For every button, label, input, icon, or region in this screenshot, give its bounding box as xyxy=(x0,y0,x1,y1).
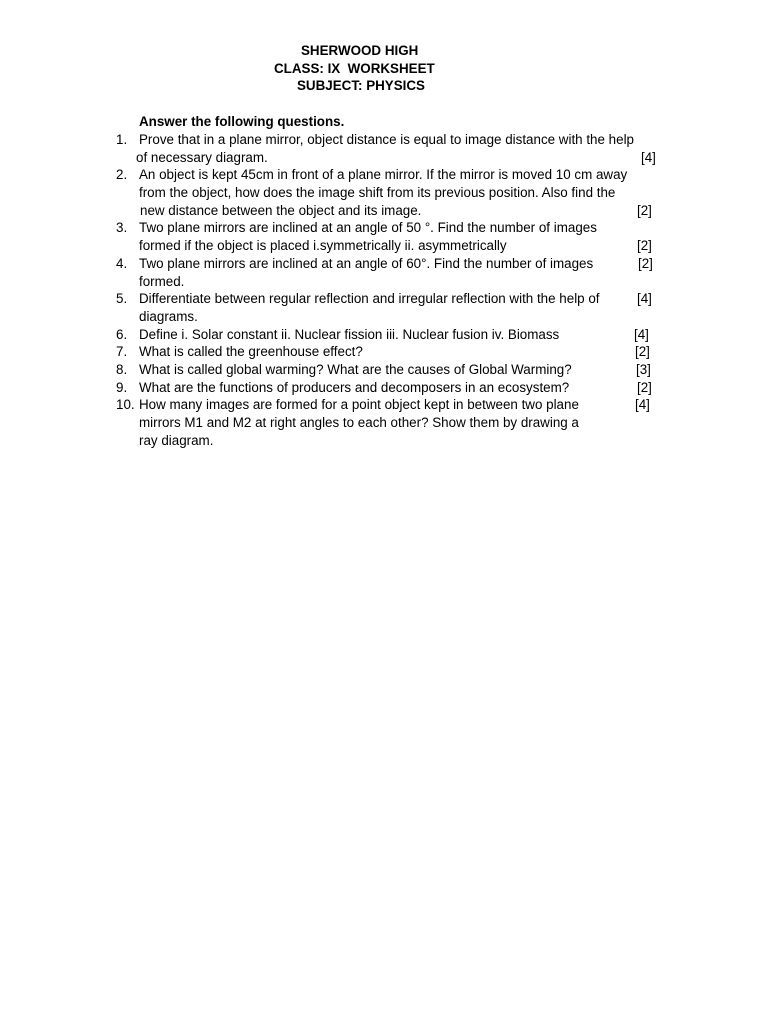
question-marks: [4] xyxy=(637,291,652,307)
question-marks: [4] xyxy=(641,149,656,165)
question-item xyxy=(0,166,768,219)
question-text-line: ray diagram. xyxy=(139,432,214,448)
question-list xyxy=(0,131,768,449)
question-marks: [4] xyxy=(634,326,649,342)
question-text-line: Prove that in a plane mirror, object distance is equal to image distance with the help xyxy=(139,132,634,147)
instruction-heading: Answer the following questions. xyxy=(139,114,345,129)
question-number: 10. xyxy=(116,397,135,413)
school-name: SHERWOOD HIGH xyxy=(301,43,419,58)
question-number: 1. xyxy=(116,132,128,147)
question-item xyxy=(0,290,768,325)
question-text-line: What are the functions of producers and decomposers in an ecosystem? xyxy=(139,379,570,395)
question-item xyxy=(0,343,768,361)
question-marks: [2] xyxy=(637,202,652,218)
question-marks: [3] xyxy=(636,361,651,377)
question-text-line: formed. xyxy=(139,273,185,289)
question-marks: [2] xyxy=(637,379,652,395)
question-text-line: diagrams. xyxy=(139,308,198,324)
question-text-line: What is called the greenhouse effect? xyxy=(139,344,363,360)
worksheet-header xyxy=(0,42,768,95)
question-text-line: How many images are formed for a point object kept in between two plane xyxy=(139,397,579,413)
question-item xyxy=(0,326,768,344)
question-text-line: from the object, how does the image shift from its previous position. Also find the xyxy=(139,185,616,201)
question-item xyxy=(0,219,768,254)
question-text-line: Define i. Solar constant ii. Nuclear fission iii. Nuclear fusion iv. Biomass xyxy=(139,326,560,342)
question-text-line: An object is kept 45cm in front of a plane mirror. If the mirror is moved 10 cm away xyxy=(139,167,628,183)
question-number: 8. xyxy=(116,361,128,377)
question-item xyxy=(0,379,768,397)
question-text-line: Differentiate between regular reflection and irregular reflection with the help of xyxy=(139,291,600,307)
question-text-line: of necessary diagram. xyxy=(136,149,268,165)
question-text-line: Two plane mirrors are inclined at an angle of 60°. Find the number of images xyxy=(139,255,594,271)
question-item xyxy=(0,131,768,166)
question-number: 7. xyxy=(116,344,128,360)
question-text-line: formed if the object is placed i.symmetrically ii. asymmetrically xyxy=(139,238,507,254)
class-line: CLASS: IX WORKSHEET xyxy=(274,60,435,76)
question-number: 5. xyxy=(116,291,128,307)
question-number: 3. xyxy=(116,220,128,236)
question-number: 2. xyxy=(116,167,128,183)
question-item xyxy=(0,361,768,379)
question-number: 4. xyxy=(116,255,128,271)
question-item xyxy=(0,255,768,290)
question-item xyxy=(0,396,768,449)
question-text-line: new distance between the object and its image. xyxy=(140,202,422,218)
question-marks: [2] xyxy=(637,238,652,254)
question-number: 6. xyxy=(116,326,128,342)
question-marks: [2] xyxy=(635,344,650,360)
subject-line: SUBJECT: PHYSICS xyxy=(297,78,425,94)
question-text-line: Two plane mirrors are inclined at an angle of 50 °. Find the number of images xyxy=(139,220,597,236)
question-marks: [2] xyxy=(638,255,653,271)
question-text-line: What is called global warming? What are the causes of Global Warming? xyxy=(139,361,572,377)
question-marks: [4] xyxy=(635,397,650,413)
question-text-line: mirrors M1 and M2 at right angles to each other? Show them by drawing a xyxy=(139,415,579,430)
question-number: 9. xyxy=(116,379,128,395)
